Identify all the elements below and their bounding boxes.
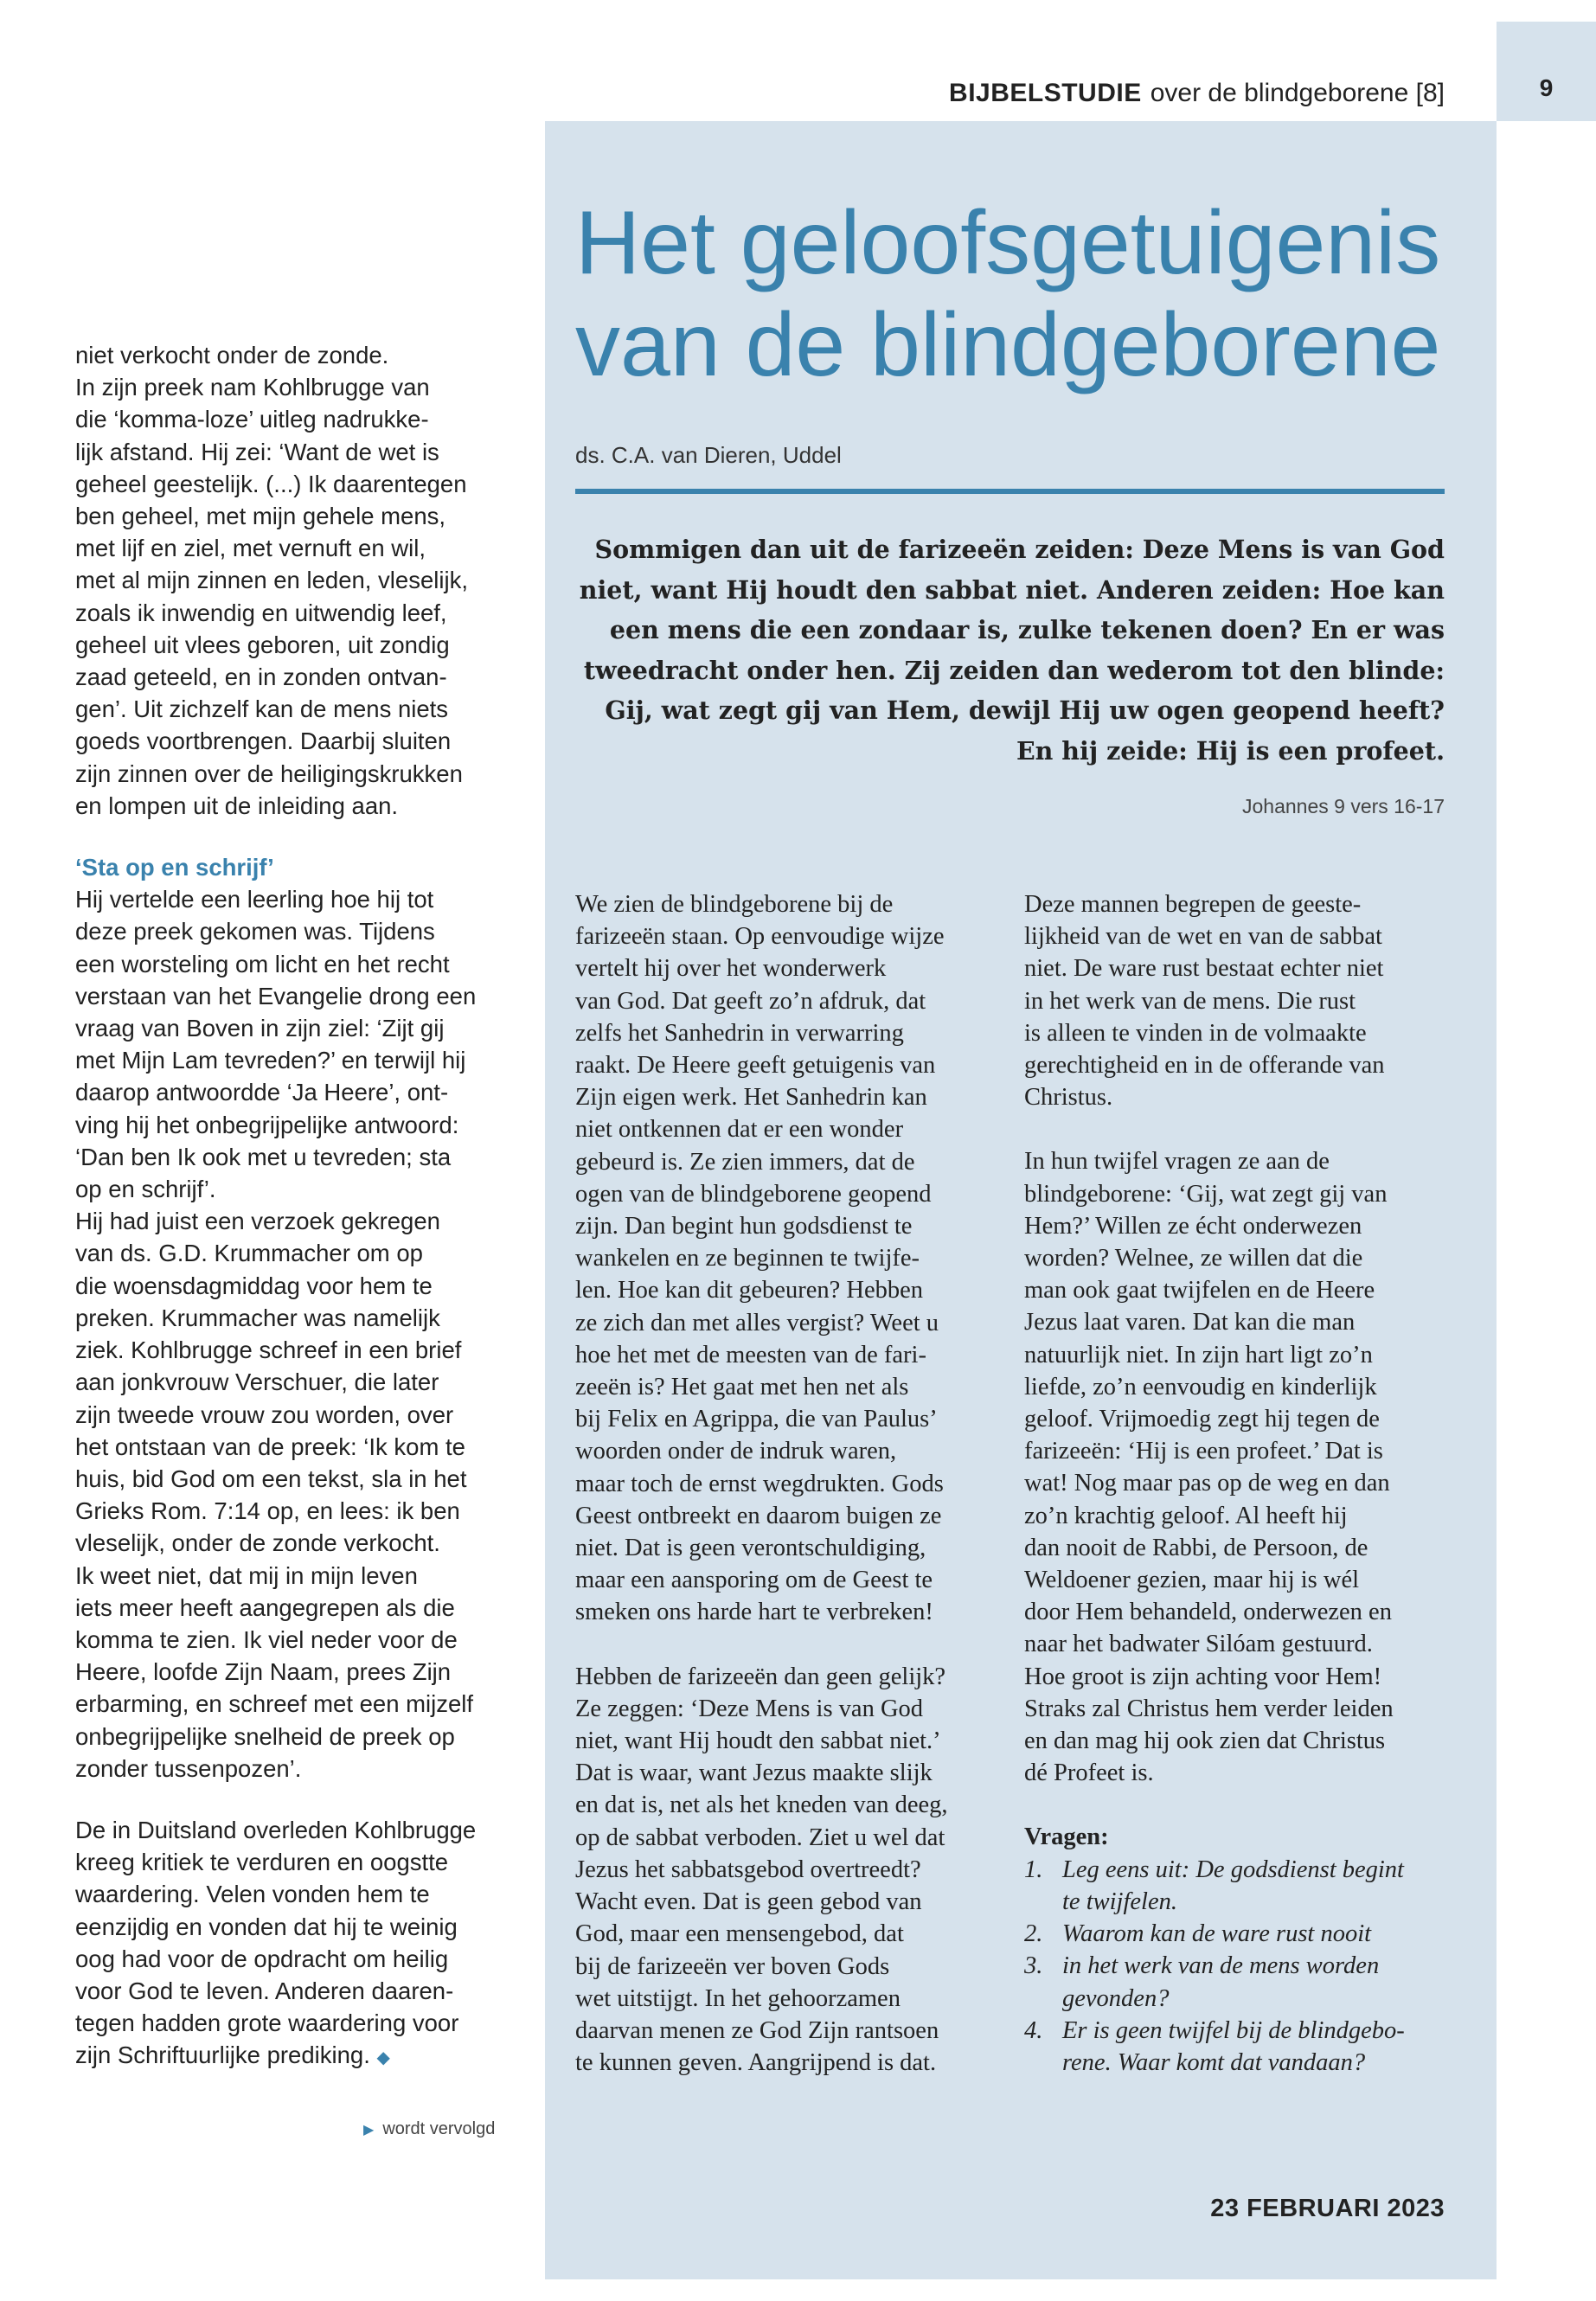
text-line: in het werk van de mens. Die rust — [1024, 987, 1356, 1015]
text-line: is alleen te vinden in de volmaakte — [1024, 1019, 1367, 1047]
text-line: die ‘komma-loze’ uitleg nadrukke- — [75, 406, 429, 433]
text-line: met lijf en ziel, met vernuft en wil, — [75, 535, 426, 562]
text-line: eenzijdig en vonden dat hij te weinig — [75, 1913, 458, 1940]
text-line: Straks zal Christus hem verder leiden — [1024, 1695, 1394, 1722]
text-line: Hij had juist een verzoek gekregen — [75, 1208, 440, 1235]
text-line: farizeeën staan. Op eenvoudige wijze — [575, 923, 945, 951]
text-line: ziek. Kohlbrugge schreef in een brief — [75, 1336, 462, 1364]
text-line: dé Profeet is. — [1024, 1759, 1154, 1787]
question-text: Leg eens uit: De godsdienst begint — [1062, 1856, 1404, 1883]
text-line: De in Duitsland overleden Kohlbrugge — [75, 1816, 477, 1843]
text-line: gen’. Uit zichzelf kan de mens niets — [75, 695, 449, 723]
question-number — [1024, 1983, 1062, 2015]
title-line: Het geloofsgetuigenis — [575, 193, 1441, 293]
text-line: In hun twijfel vragen ze aan de — [1024, 1148, 1330, 1176]
quote-line: een mens die een zondaar is, zulke tekenen doen? En er was — [609, 615, 1445, 644]
text-line: gebeurd is. Ze zien immers, dat de — [575, 1148, 915, 1176]
text-line: huis, bid God om een tekst, sla in het — [75, 1465, 467, 1492]
text-line: zelfs het Sanhedrin in verwarring — [575, 1019, 904, 1047]
text-line: farizeeën: ‘Hij is een profeet.’ Dat is — [1024, 1438, 1383, 1465]
text-line: door Hem behandeld, onderwezen en — [1024, 1599, 1392, 1626]
text-line: vleselijk, onder de zonde verkocht. — [75, 1529, 440, 1557]
text-line: Wacht even. Dat is geen gebod van — [575, 1888, 922, 1916]
text-span: zijn Schriftuurlijke prediking. — [75, 2041, 370, 2069]
text-line: geloof. Vrijmoedig zegt hij tegen de — [1024, 1406, 1380, 1433]
text-line: ‘Dan ben Ik ook met u tevreden; sta — [75, 1143, 452, 1170]
text-line: We zien de blindgeborene bij de — [575, 891, 894, 918]
running-header — [949, 76, 1445, 111]
text-line: Hoe groot is zijn achting voor Hem! — [1024, 1663, 1382, 1690]
middle-column — [575, 888, 1008, 2079]
text-line: zoals ik inwendig en uitwendig leef, — [75, 599, 447, 626]
text-line: Ik weet niet, dat mij in mijn leven — [75, 1561, 418, 1589]
text-line: blindgeborene: ‘Gij, wat zegt gij van — [1024, 1180, 1388, 1208]
text-line: onbegrijpelijke snelheid de preek op — [75, 1722, 455, 1750]
text-line: woorden onder de indruk waren, — [575, 1438, 897, 1465]
text-line: daarvan menen ze God Zijn rantsoen — [575, 2016, 939, 2044]
text-line: met al mijn zinnen en leden, vleselijk, — [75, 567, 468, 594]
text-line: len. Hoe kan dit gebeuren? Hebben — [575, 1277, 924, 1304]
text-line: geheel geestelijk. (...) Ik daarentegen — [75, 470, 467, 497]
question-item — [1024, 1854, 1457, 1886]
left-paragraph-2 — [75, 883, 525, 1785]
right-column — [1024, 888, 1457, 2079]
article-title — [575, 192, 1475, 396]
text-line: Hij vertelde een leerling hoe hij tot — [75, 886, 434, 913]
middle-paragraph-1 — [575, 888, 1008, 1629]
text-line: lijk afstand. Hij zei: ‘Want de wet is — [75, 438, 439, 465]
text-line: zaad geteeld, en in zonden ontvan- — [75, 663, 447, 691]
text-line: tegen hadden grote waardering voor — [75, 2009, 459, 2037]
text-line: dan nooit de Rabbi, de Persoon, de — [1024, 1534, 1368, 1561]
section-label: BIJBELSTUDIE — [949, 79, 1142, 107]
text-line: zo’n krachtig geloof. Al heeft hij — [1024, 1502, 1348, 1529]
text-line: iets meer heeft aangegrepen als die — [75, 1593, 455, 1621]
continued-label: wordt vervolgd — [382, 2119, 496, 2138]
text-line: man ook gaat twijfelen en de Heere — [1024, 1277, 1375, 1304]
text-line: op de sabbat verboden. Ziet u wel dat — [575, 1823, 945, 1851]
text-line: wankelen en ze beginnen te twijfe- — [575, 1245, 920, 1272]
text-line: niet verkocht onder de zonde. — [75, 342, 389, 369]
text-line: hoe het met de meesten van de fari- — [575, 1341, 926, 1368]
text-line: zijn. Dan begint hun godsdienst te — [575, 1213, 913, 1240]
right-paragraph-2 — [1024, 1145, 1457, 1789]
text-line: Heere, loofde Zijn Naam, prees Zijn — [75, 1658, 452, 1686]
text-line: niet, want Hij houdt den sabbat niet.’ — [575, 1727, 941, 1755]
question-item — [1024, 2015, 1457, 2047]
text-line: een worsteling om licht en het recht — [75, 950, 450, 977]
text-line: God, maar een mensengebod, dat — [575, 1920, 904, 1948]
text-line: daarop antwoordde ‘Ja Heere’, ont- — [75, 1079, 449, 1106]
text-line: zonder tussenpozen’. — [75, 1754, 302, 1782]
text-line: Grieks Rom. 7:14 op, en lees: ik ben — [75, 1497, 460, 1525]
text-line: te kunnen geven. Aangrijpend is dat. — [575, 2049, 937, 2077]
text-line: ving hij het onbegrijpelijke antwoord: — [75, 1111, 459, 1138]
text-line: Weldoener gezien, maar hij is wél — [1024, 1567, 1360, 1594]
text-line: kreeg kritiek te verduren en oogstte — [75, 1849, 449, 1876]
text-line: deze preek gekomen was. Tijdens — [75, 918, 435, 945]
text-line: gerechtigheid en in de offerande van — [1024, 1052, 1385, 1080]
text-line: niet ontkennen dat er een wonder — [575, 1116, 904, 1144]
text-line: komma te zien. Ik viel neder voor de — [75, 1625, 458, 1653]
end-mark-icon: ◆ — [376, 2048, 390, 2068]
quote-line: Gij, wat zegt gij van Hem, dewijl Hij uw ogen geopend heeft? — [605, 695, 1445, 725]
text-line: ben geheel, met mijn gehele mens, — [75, 503, 446, 530]
text-line: goeds voortbrengen. Daarbij sluiten — [75, 727, 452, 755]
text-line: vraag van Boven in zijn ziel: ‘Zijt gij — [75, 1015, 445, 1042]
text-line: niet. Dat is geen verontschuldiging, — [575, 1535, 926, 1562]
text-line: worden? Welnee, ze willen dat die — [1024, 1245, 1363, 1272]
scripture-quote — [571, 529, 1445, 771]
text-line: en dat is, net als het kneden van deeg, — [575, 1791, 948, 1819]
text-line: van God. Dat geeft zo’n afdruk, dat — [575, 987, 926, 1015]
text-line: Hem?’ Willen ze écht onderwezen — [1024, 1212, 1362, 1240]
question-text: te twijfelen. — [1062, 1888, 1177, 1915]
questions-list — [1024, 1854, 1457, 2079]
text-line: vertelt hij over het wonderwerk — [575, 955, 887, 983]
text-line: In zijn preek nam Kohlbrugge van — [75, 374, 430, 401]
text-line: en dan mag hij ook zien dat Christus — [1024, 1727, 1386, 1755]
text-line: Christus. — [1024, 1084, 1113, 1112]
section-subtitle: over de blindgeborene [8] — [1150, 79, 1445, 107]
text-line: bij Felix en Agrippa, die van Paulus’ — [575, 1406, 938, 1433]
text-line: op en schrijf’. — [75, 1176, 216, 1203]
text-line: Hebben de farizeeën dan geen gelijk? — [575, 1663, 946, 1690]
question-number: 2. — [1024, 1920, 1043, 1948]
text-line: zijn zinnen over de heiligingskrukken — [75, 760, 463, 787]
title-line: van de blindgeborene — [575, 295, 1441, 395]
text-line: en lompen uit de inleiding aan. — [75, 792, 399, 819]
question-number: 4. — [1024, 2016, 1043, 2044]
text-line: wet uitstijgt. In het gehoorzamen — [575, 1984, 901, 2012]
question-number — [1024, 2047, 1062, 2079]
text-line: natuurlijk niet. In zijn hart ligt zo’n — [1024, 1341, 1373, 1368]
left-column — [75, 339, 525, 2075]
text-line: aan jonkvrouw Verschuer, die later — [75, 1368, 439, 1396]
text-line: Deze mannen begrepen de geeste- — [1024, 891, 1362, 918]
quote-line: tweedracht onder hen. Zij zeiden dan wederom tot den blinde: — [583, 655, 1445, 685]
left-paragraph-1 — [75, 339, 525, 822]
triangle-right-icon: ▶ — [363, 2123, 375, 2138]
text-line: ze zich dan met alles vergist? Weet u — [575, 1309, 939, 1336]
question-number: 1. — [1024, 1856, 1043, 1883]
text-line: preken. Krummacher was namelijk — [75, 1304, 440, 1331]
question-text: in het werk van de mens worden — [1062, 1952, 1380, 1980]
text-line: verstaan van het Evangelie drong een — [75, 982, 477, 1009]
questions-heading: Vragen: — [1024, 1823, 1109, 1851]
left-paragraph-3 — [75, 1814, 525, 2075]
question-number: 3. — [1024, 1952, 1043, 1980]
question-text: rene. Waar komt dat vandaan? — [1062, 2048, 1366, 2076]
text-line: niet. De ware rust bestaat echter niet — [1024, 955, 1384, 983]
text-line: het ontstaan van de preek: ‘Ik kom te — [75, 1433, 465, 1460]
text-line: waardering. Velen vonden hem te — [75, 1881, 430, 1908]
text-line: wat! Nog maar pas op de weg en dan — [1024, 1470, 1390, 1497]
subheading: ‘Sta op en schrijf’ — [75, 854, 274, 881]
text-line: smeken ons harde hart te verbreken! — [575, 1599, 933, 1626]
text-line — [75, 2039, 525, 2074]
author-byline: ds. C.A. van Dieren, Uddel — [575, 442, 842, 468]
text-line: liefde, zo’n eenvoudig en kinderlijk — [1024, 1373, 1377, 1400]
text-line: die woensdagmiddag voor hem te — [75, 1272, 433, 1299]
text-line: Geest ontbreekt en daarom buigen ze — [575, 1502, 942, 1529]
text-line: geheel uit vlees geboren, uit zondig — [75, 631, 450, 658]
question-item — [1024, 1950, 1457, 1982]
question-item — [1024, 1918, 1457, 1950]
question-number — [1024, 1886, 1062, 1918]
quote-line: Sommigen dan uit de farizeeën zeiden: Deze Mens is van God — [594, 535, 1445, 564]
text-line: bij de farizeeën ver boven Gods — [575, 1952, 890, 1980]
text-line: Ze zeggen: ‘Deze Mens is van God — [575, 1695, 924, 1722]
text-line: Jezus het sabbatsgebod overtreedt? — [575, 1856, 921, 1883]
question-item — [1024, 2047, 1457, 2079]
text-line: maar toch de ernst wegdrukten. Gods — [575, 1470, 944, 1497]
question-text: Waarom kan de ware rust nooit — [1062, 1920, 1372, 1948]
question-text: gevonden? — [1062, 1984, 1170, 2012]
text-line: zijn tweede vrouw zou worden, over — [75, 1400, 454, 1428]
text-line: Zijn eigen werk. Het Sanhedrin kan — [575, 1084, 927, 1112]
text-line: ogen van de blindgeborene geopend — [575, 1180, 932, 1208]
quote-line: En hij zeide: Hij is een profeet. — [1016, 735, 1445, 766]
question-text: Er is geen twijfel bij de blindgebo- — [1062, 2016, 1405, 2044]
text-line: maar een aansporing om de Geest te — [575, 1567, 933, 1594]
text-line: met Mijn Lam tevreden?’ en terwijl hij — [75, 1047, 466, 1074]
page-number: 9 — [1539, 74, 1554, 101]
text-line: erbarming, en schreef met een mijzelf — [75, 1690, 474, 1718]
text-line: Jezus laat varen. Dat kan die man — [1024, 1309, 1356, 1336]
text-line: zeeën is? Het gaat met hen net als — [575, 1374, 909, 1401]
continued-note — [363, 2117, 495, 2143]
text-line: naar het badwater Silóam gestuurd. — [1024, 1631, 1373, 1658]
text-line: Dat is waar, want Jezus maakte slijk — [575, 1759, 933, 1787]
scripture-reference: Johannes 9 vers 16-17 — [1242, 795, 1445, 817]
issue-date: 23 FEBRUARI 2023 — [1210, 2195, 1445, 2222]
quote-line: niet, want Hij houdt den sabbat niet. Anderen zeiden: Hoe kan — [579, 574, 1445, 605]
text-line: lijkheid van de wet en van de sabbat — [1024, 923, 1382, 951]
question-item — [1024, 1983, 1457, 2015]
text-line: oog had voor de opdracht om heilig — [75, 1945, 449, 1972]
middle-paragraph-2 — [575, 1661, 1008, 2080]
question-item — [1024, 1886, 1457, 1918]
text-line: raakt. De Heere geeft getuigenis van — [575, 1052, 936, 1080]
title-rule — [575, 489, 1445, 494]
right-paragraph-1 — [1024, 888, 1457, 1113]
text-line: voor God te leven. Anderen daaren- — [75, 1977, 454, 2004]
text-line: van ds. G.D. Krummacher om op — [75, 1240, 423, 1267]
